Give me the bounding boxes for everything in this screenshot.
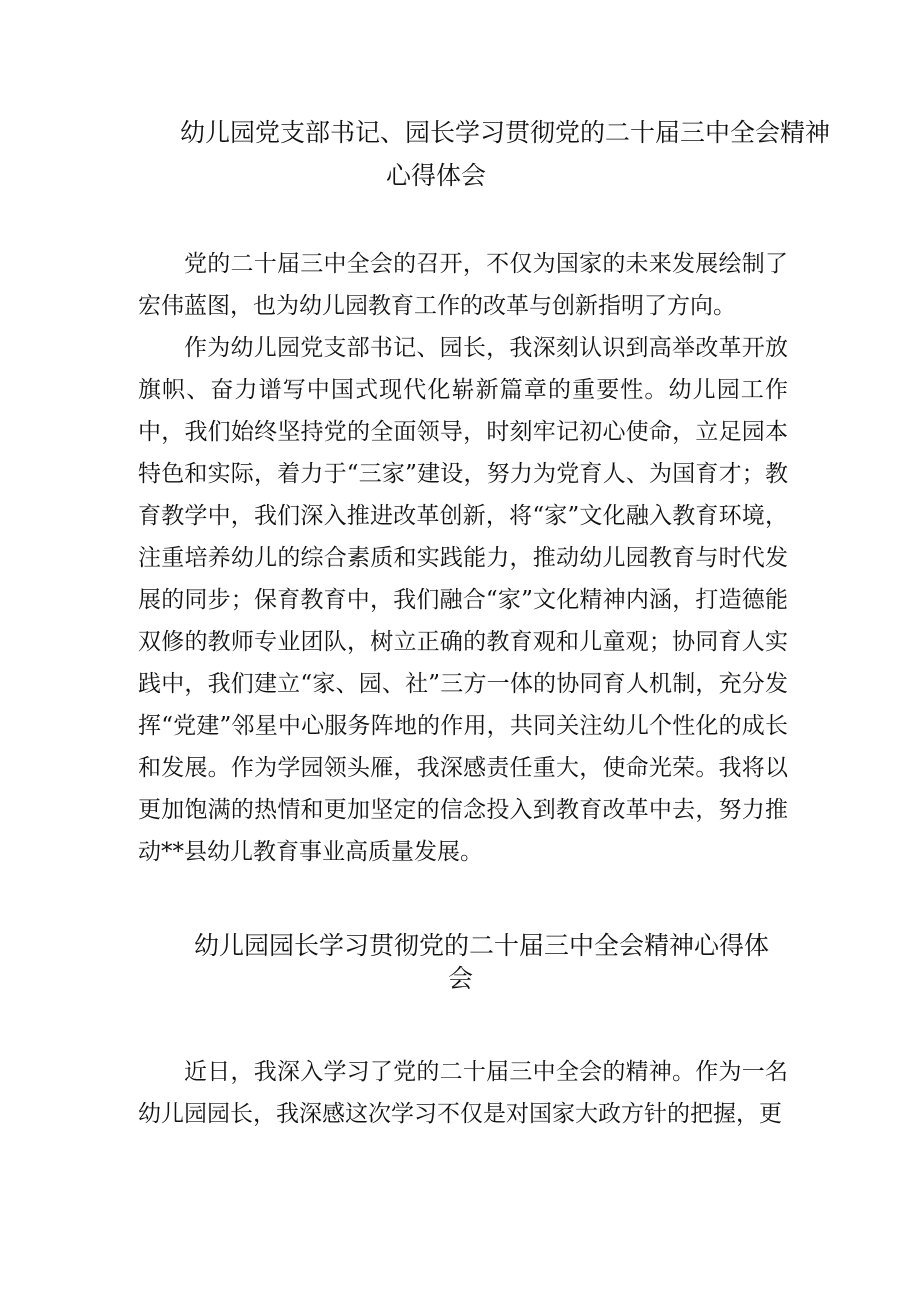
article-2-title-line-1: 幼儿园园长学习贯彻党的二十届三中全会精神心得体 (194, 931, 770, 960)
article-1-title-line-1: 幼儿园党支部书记、园长学习贯彻党的二十届三中全会精神 (180, 118, 831, 147)
article-2-title-line-2: 会 (448, 964, 474, 993)
article-2-paragraph-1: 近日，我深入学习了党的二十届三中全会的精神。作为一名幼儿园园长，我深感这次学习不仅是对国家大政方针的把握，更 (138, 1059, 788, 1127)
article-1-title-line-2: 心得体会 (386, 161, 487, 190)
article-1-body (138, 243, 788, 873)
article-2-body (138, 1051, 788, 1135)
article-1-paragraph-1: 党的二十届三中全会的召开，不仅为国家的未来发展绘制了宏伟蓝图，也为幼儿园教育工作的改革与创新指明了方向。 (138, 251, 788, 319)
article-1-paragraph-2: 作为幼儿园党支部书记、园长，我深刻认识到高举改革开放旗帜、奋力谱写中国式现代化崭新篇章的重要性。幼儿园工作中，我们始终坚持党的全面领导，时刻牢记初心使命，立足园本特色和实际，着力于“三家”建设，努力为党育人、为国育才；教育教学中，我们深入推进改革创新，将“家”文化融入教育环境，注重培养幼儿的综合素质和实践能力，推动幼儿园教育与时代发展的同步；保育教育中，我们融合“家”文化精神内涵，打造德能双修的教师专业团队，树立正确的教育观和儿童观；协同育人实践中，我们建立“家、园、社”三方一体的协同育人机制，充分发挥“党建”邻星中心服务阵地的作用，共同关注幼儿个性化的成长和发展。作为学园领头雁，我深感责任重大，使命光荣。我将以更加饱满的热情和更加坚定的信念投入到教育改革中去，努力推动**县幼儿教育事业高质量发展。 (138, 335, 788, 865)
